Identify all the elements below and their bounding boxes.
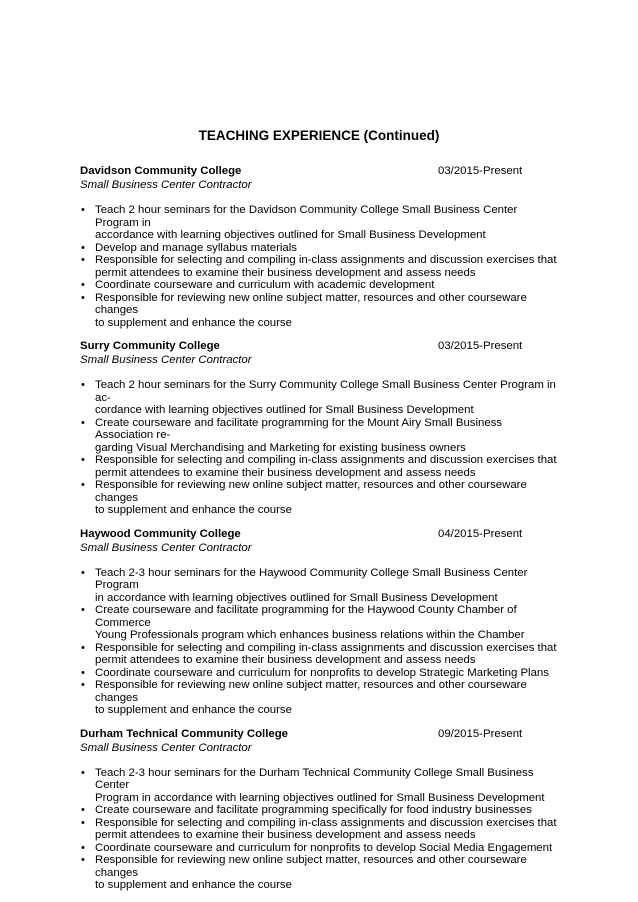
duty-item [80, 804, 560, 817]
duty-item [80, 567, 560, 605]
duty-line: accordance with learning objectives outlined for Small Business Development [95, 229, 486, 241]
job-entry [80, 339, 560, 517]
duty-list [80, 204, 560, 329]
duty-line: Teach 2 hour seminars for the Surry Community College Small Business Center Program in ac- [95, 379, 556, 404]
date-range: 04/2015-Present [438, 527, 523, 540]
job-header [80, 339, 560, 353]
job-header [80, 164, 560, 178]
duty-item [80, 379, 560, 417]
duty-list [80, 379, 560, 517]
duty-line: Teach 2-3 hour seminars for the Haywood Community College Small Business Center Program [95, 566, 528, 591]
bullet-icon: • [81, 416, 85, 429]
duty-item [80, 454, 560, 479]
bullet-icon: • [81, 291, 85, 304]
duty-line: permit attendees to examine their business development and assess needs [95, 466, 476, 479]
duty-item [80, 817, 560, 842]
bullet-icon: • [81, 241, 85, 254]
duty-item [80, 642, 560, 667]
duty-line: to supplement and enhance the course [95, 316, 292, 329]
bullet-icon: • [81, 204, 85, 216]
duty-item [80, 279, 560, 292]
duty-line: Coordinate courseware and curriculum for nonprofits to develop Strategic Marketing Plans [95, 666, 549, 679]
job-role: Small Business Center Contractor [80, 354, 252, 366]
duty-item [80, 604, 560, 642]
bullet-icon: • [81, 841, 85, 854]
duty-line: Create courseware and facilitate programming for the Haywood County Chamber of Commerce [95, 604, 517, 629]
duty-item [80, 667, 560, 680]
duty-line: Program in accordance with learning objectives outlined for Small Business Development [95, 791, 545, 804]
bullet-icon: • [81, 279, 85, 291]
duty-item [80, 842, 560, 855]
duty-line: to supplement and enhance the course [95, 504, 292, 516]
duty-item [80, 679, 560, 717]
duty-line: Responsible for reviewing new online subject matter, resources and other courseware changes [95, 854, 527, 879]
bullet-icon: • [81, 766, 85, 779]
job-header [80, 527, 560, 541]
duty-line: Responsible for selecting and compiling in-class assignments and discussion exercises that [95, 816, 557, 829]
duty-list [80, 567, 560, 717]
duty-line: Coordinate courseware and curriculum for nonprofits to develop Social Media Engagement [95, 841, 553, 854]
job-role: Small Business Center Contractor [80, 541, 252, 554]
bullet-icon: • [81, 804, 85, 816]
bullet-icon: • [81, 679, 85, 691]
duty-line: permit attendees to examine their business development and assess needs [95, 266, 476, 279]
duty-line: in accordance with learning objectives outlined for Small Business Development [95, 591, 498, 604]
organization-name: Durham Technical Community College [80, 727, 289, 740]
job-header [80, 727, 560, 741]
duty-line: to supplement and enhance the course [95, 879, 292, 891]
organization-name: Davidson Community College [80, 165, 242, 177]
duty-item [80, 254, 560, 279]
organization-name: Haywood Community College [80, 527, 241, 540]
teaching-experience-list [80, 164, 560, 902]
duty-line: permit attendees to examine their business development and assess needs [95, 654, 476, 666]
job-entry [80, 527, 560, 717]
duty-item [80, 242, 560, 255]
bullet-icon: • [81, 816, 85, 829]
duty-item [80, 417, 560, 455]
job-role: Small Business Center Contractor [80, 179, 252, 191]
duty-line: Teach 2 hour seminars for the Davidson Community College Small Business Center Program in [95, 204, 518, 229]
bullet-icon: • [81, 641, 85, 654]
duty-line: Create courseware and facilitate programming specifically for food industry businesses [95, 804, 532, 816]
bullet-icon: • [81, 479, 85, 491]
duty-list [80, 767, 560, 892]
duty-line: Responsible for reviewing new online subject matter, resources and other courseware changes [95, 479, 527, 504]
bullet-icon: • [81, 566, 85, 579]
duty-item [80, 204, 560, 242]
bullet-icon: • [81, 254, 85, 266]
bullet-icon: • [81, 379, 85, 391]
duty-line: Young Professionals program which enhances business relations within the Chamber [95, 629, 525, 641]
date-range: 03/2015-Present [438, 165, 523, 177]
duty-item [80, 479, 560, 517]
duty-line: Develop and manage syllabus materials [95, 241, 297, 254]
bullet-icon: • [81, 854, 85, 866]
job-entry [80, 164, 560, 329]
duty-line: to supplement and enhance the course [95, 704, 292, 716]
job-entry [80, 727, 560, 892]
duty-line: Responsible for selecting and compiling in-class assignments and discussion exercises that [95, 254, 557, 266]
duty-line: Teach 2-3 hour seminars for the Durham Technical Community College Small Business Center [95, 766, 534, 791]
duty-item [80, 292, 560, 330]
duty-line: cordance with learning objectives outlined for Small Business Development [95, 404, 474, 416]
duty-line: Responsible for selecting and compiling in-class assignments and discussion exercises that [95, 641, 557, 654]
duty-item [80, 767, 560, 805]
organization-name: Surry Community College [80, 340, 220, 352]
duty-line: Responsible for reviewing new online subject matter, resources and other courseware changes [95, 291, 527, 316]
duty-line: garding Visual Merchandising and Marketing for existing business owners [95, 441, 466, 454]
job-role: Small Business Center Contractor [80, 741, 252, 754]
date-range: 03/2015-Present [438, 340, 523, 352]
duty-line: Responsible for selecting and compiling in-class assignments and discussion exercises that [95, 454, 557, 466]
section-title: TEACHING EXPERIENCE (Continued) [198, 128, 440, 143]
bullet-icon: • [81, 454, 85, 466]
duty-line: Responsible for reviewing new online subject matter, resources and other courseware changes [95, 679, 527, 704]
duty-line: Create courseware and facilitate programming for the Mount Airy Small Business Association re- [95, 416, 503, 441]
duty-line: permit attendees to examine their business development and assess needs [95, 829, 476, 841]
bullet-icon: • [81, 666, 85, 679]
duty-line: Coordinate courseware and curriculum with academic development [95, 279, 435, 291]
date-range: 09/2015-Present [438, 727, 523, 740]
duty-item [80, 854, 560, 892]
bullet-icon: • [81, 604, 85, 616]
